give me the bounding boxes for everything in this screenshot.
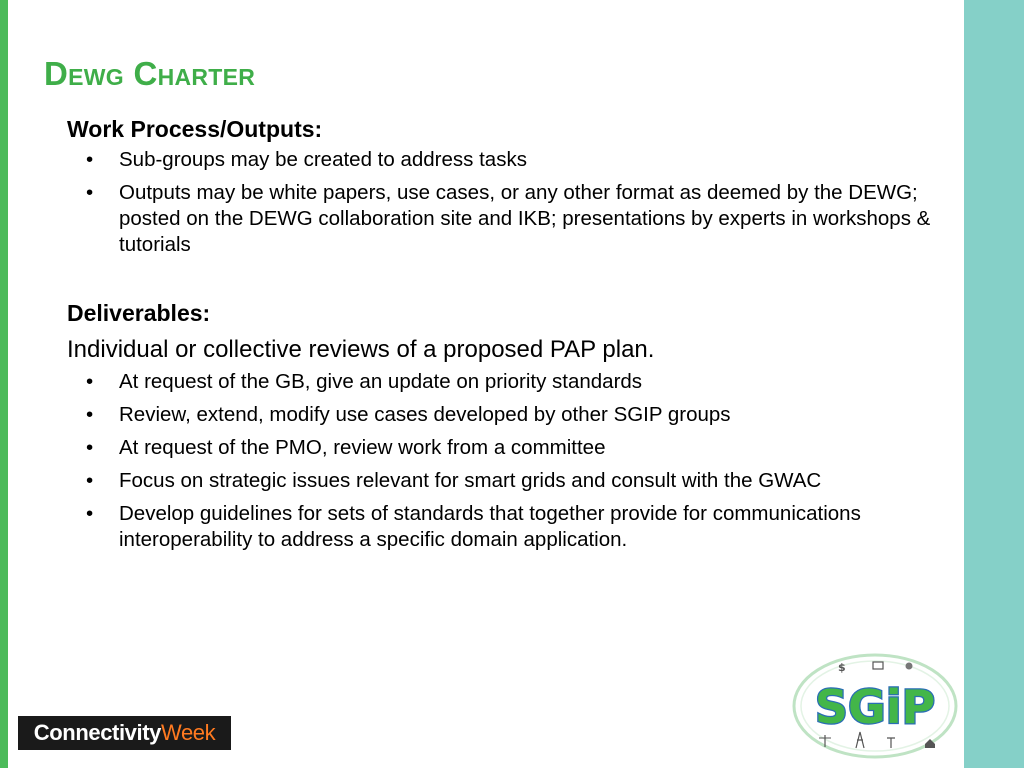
bullet-glyph: •	[86, 502, 94, 525]
bullet-glyph: •	[86, 403, 94, 426]
list-item-text: At request of the GB, give an update on priority standards	[119, 370, 643, 393]
bullet-glyph: •	[86, 181, 94, 204]
list-item	[67, 435, 947, 461]
deliverables-intro: Individual or collective reviews of a proposed PAP plan.	[67, 336, 655, 363]
right-accent-bar	[964, 0, 1024, 768]
work-process-heading: Work Process/Outputs:	[67, 116, 323, 142]
bullet-glyph: •	[86, 148, 94, 171]
list-item	[67, 501, 947, 553]
logo-text-connectivity: Connectivity	[33, 720, 161, 745]
list-item-text: Outputs may be white papers, use cases, or any other format as deemed by the DEWG; posted on the DEWG collaboration site and IKB; presentations by experts in workshops & tutorials	[119, 181, 931, 256]
list-item-text: Focus on strategic issues relevant for smart grids and consult with the GWAC	[119, 469, 822, 492]
slide-title: Dewg Charter	[44, 55, 256, 92]
sgip-logo-text: SGiP	[814, 680, 936, 734]
list-item	[67, 369, 947, 395]
work-process-list	[67, 147, 947, 258]
list-item	[67, 147, 947, 173]
deliverables-list	[67, 369, 947, 553]
list-item-text: Develop guidelines for sets of standards that together provide for communications interoperability to address a specific domain application.	[119, 502, 861, 551]
list-item	[67, 402, 947, 428]
list-item	[67, 180, 947, 258]
connectivity-week-logo	[18, 716, 231, 750]
lightbulb-icon	[906, 663, 913, 670]
logo-text-week: Week	[160, 720, 216, 745]
bullet-glyph: •	[86, 370, 94, 393]
dollar-icon: $	[838, 661, 846, 674]
list-item-text: Sub-groups may be created to address tasks	[119, 148, 527, 171]
left-accent-bar	[0, 0, 8, 768]
list-item-text: At request of the PMO, review work from a committee	[119, 436, 606, 459]
bullet-glyph: •	[86, 436, 94, 459]
bullet-glyph: •	[86, 469, 94, 492]
list-item	[67, 468, 947, 494]
deliverables-heading: Deliverables:	[67, 300, 211, 326]
slide-body	[67, 114, 947, 560]
list-item-text: Review, extend, modify use cases developed by other SGIP groups	[119, 403, 731, 426]
sgip-logo	[790, 652, 960, 760]
